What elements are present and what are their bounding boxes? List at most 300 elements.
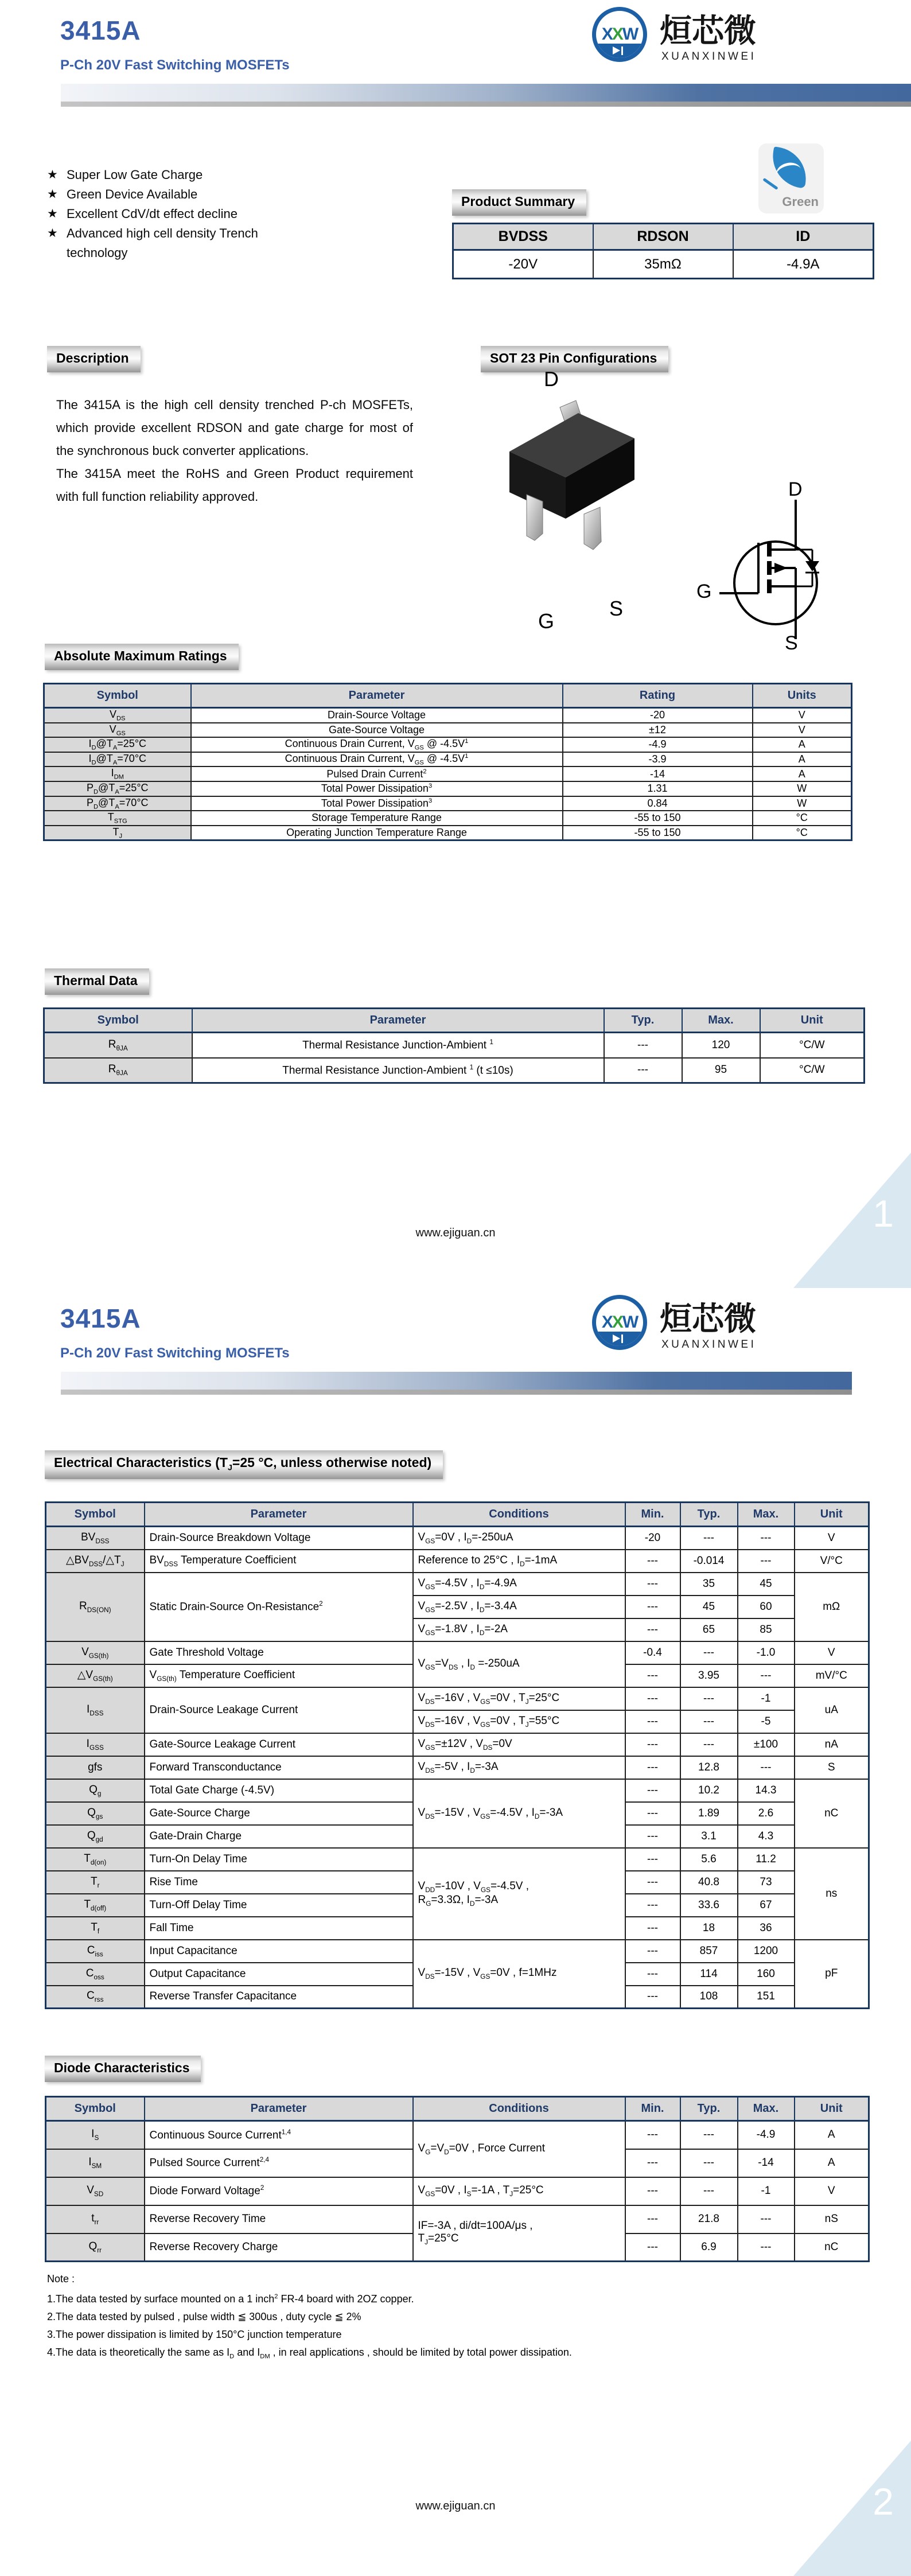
- cell: $Q_g$: [46, 1779, 145, 1802]
- cell: Total Gate Charge (-4.5V): [145, 1779, 413, 1802]
- cell: $V_{DS}$: [44, 708, 191, 723]
- table-row: [44, 708, 852, 723]
- cell: Gate-Drain Charge: [145, 1825, 413, 1848]
- table-header-row: [46, 2097, 869, 2121]
- cell: 33.6: [680, 1894, 738, 1917]
- cell: mV/°C: [795, 1664, 869, 1687]
- cell: $T_{d(off)}$: [46, 1894, 145, 1917]
- cell: $C_{iss}$: [46, 1940, 145, 1963]
- cell: ---: [738, 2205, 795, 2233]
- cell: °C/W: [760, 1058, 865, 1083]
- column-header: Parameter: [192, 1009, 604, 1033]
- cell: °C: [753, 826, 852, 840]
- diode-characteristics-table: [45, 2096, 870, 2262]
- cell: ---: [680, 2149, 738, 2177]
- table-row: [46, 2121, 869, 2149]
- cell: Drain-Source Leakage Current: [145, 1687, 413, 1733]
- package-pin-s-label: S: [609, 597, 624, 620]
- cell: ±12: [563, 723, 753, 738]
- column-header: BVDSS: [453, 224, 593, 250]
- cell: $I_{SM}$: [46, 2149, 145, 2177]
- cell: ---: [625, 2121, 680, 2149]
- cell: °C/W: [760, 1033, 865, 1058]
- package-pin-d-label: D: [544, 367, 559, 391]
- cell: mΩ: [795, 1573, 869, 1641]
- cell: $V_{GS}=-2.5V$ , $I_D=-3.4A$: [413, 1596, 625, 1618]
- cell: ---: [738, 1756, 795, 1779]
- logo-letter: X: [612, 1313, 622, 1332]
- page-number: 2: [873, 2480, 894, 2523]
- cell: 151: [738, 1986, 795, 2009]
- cell: -4.9: [563, 737, 753, 752]
- cell: 1200: [738, 1940, 795, 1963]
- electrical-characteristics-table: [45, 1501, 870, 2009]
- footer-url: www.ejiguan.cn: [415, 2500, 496, 2512]
- cell: ---: [625, 1779, 680, 1802]
- cell: Static Drain-Source On-Resistance$^2$: [145, 1573, 413, 1641]
- table-row: [44, 796, 852, 811]
- table-header-row: [44, 684, 852, 708]
- cell: 2.6: [738, 1802, 795, 1825]
- cell: V: [795, 1527, 869, 1550]
- feature-text: Excellent CdV/dt effect decline: [67, 207, 238, 221]
- cell: 95: [682, 1058, 760, 1083]
- cell: ---: [680, 1641, 738, 1664]
- cell: Thermal Resistance Junction-Ambient $^1$ (t ≤10s): [192, 1058, 604, 1083]
- green-badge: [758, 143, 824, 213]
- cell: ---: [604, 1058, 682, 1083]
- cell: 5.6: [680, 1848, 738, 1871]
- cell: A: [753, 752, 852, 767]
- column-header: Parameter: [145, 1503, 413, 1527]
- cell: $t_{rr}$: [46, 2205, 145, 2233]
- cell: 11.2: [738, 1848, 795, 1871]
- cell: ---: [680, 2121, 738, 2149]
- cell: ---: [738, 1664, 795, 1687]
- cell: uA: [795, 1687, 869, 1733]
- cell: -55 to 150: [563, 811, 753, 826]
- cell: $Q_{gd}$: [46, 1825, 145, 1848]
- cell: -14: [563, 766, 753, 781]
- cell: Reverse Recovery Charge: [145, 2233, 413, 2262]
- column-header: Parameter: [191, 684, 563, 708]
- cell: $R_{\theta JA}$: [44, 1033, 192, 1058]
- cell: -1: [738, 1687, 795, 1710]
- cell: $T_J$: [44, 826, 191, 840]
- cell: 18: [680, 1917, 738, 1940]
- cell: $T_{STG}$: [44, 811, 191, 826]
- table-row: [46, 1527, 869, 1550]
- star-icon: ★: [47, 188, 58, 201]
- cell: $R_{\theta JA}$: [44, 1058, 192, 1083]
- cell: -20V: [453, 250, 593, 279]
- cell: $T_f$: [46, 1917, 145, 1940]
- cell: 1.89: [680, 1802, 738, 1825]
- footer-url: www.ejiguan.cn: [415, 1227, 496, 1239]
- thermal-data-table: [43, 1007, 865, 1084]
- column-header: Min.: [625, 1503, 680, 1527]
- cell: $I_D@T_A=25^\circ C$: [44, 737, 191, 752]
- cell: Continuous Drain Current, $V_{GS}$ @ $-4.5V^1$: [191, 752, 563, 767]
- cell: 60: [738, 1596, 795, 1618]
- table-row: [46, 1687, 869, 1710]
- cell: -5: [738, 1710, 795, 1733]
- cell: ---: [680, 1527, 738, 1550]
- cell: 1.31: [563, 781, 753, 796]
- logo-circle-icon: [592, 7, 647, 62]
- cell: -14: [738, 2149, 795, 2177]
- column-header: Symbol: [46, 2097, 145, 2121]
- cell: S: [795, 1756, 869, 1779]
- cell: Turn-Off Delay Time: [145, 1894, 413, 1917]
- page-subtitle: P-Ch 20V Fast Switching MOSFETs: [60, 57, 290, 73]
- logo-letter: W: [622, 25, 638, 44]
- header-gradient-bar: [61, 1372, 852, 1390]
- column-header: Typ.: [680, 1503, 738, 1527]
- cell: ---: [625, 2233, 680, 2262]
- logo-band: [596, 44, 643, 58]
- cell: Reverse Recovery Time: [145, 2205, 413, 2233]
- cell: 10.2: [680, 1779, 738, 1802]
- section-label-product-summary: Product Summary: [452, 189, 586, 216]
- cell: Operating Junction Temperature Range: [191, 826, 563, 840]
- table-row: [44, 1058, 865, 1083]
- cell: $I_D@T_A=70^\circ C$: [44, 752, 191, 767]
- cell: $V_{GS(th)}$ Temperature Coefficient: [145, 1664, 413, 1687]
- cell: ---: [625, 1618, 680, 1641]
- leaf-icon: [768, 146, 810, 188]
- absolute-maximum-ratings-table: [43, 683, 852, 841]
- table-row: [46, 2205, 869, 2233]
- cell: $R_{DS(ON)}$: [46, 1573, 145, 1641]
- cell: 35mΩ: [593, 250, 733, 279]
- feature-text: Green Device Available: [67, 187, 198, 201]
- notes-block: [47, 2270, 572, 2366]
- cell: $V_{DD}=-10V$ , $V_{GS}=-4.5V$ , $R_G=3.3\Omega$, $I_D=-3A$: [413, 1848, 625, 1940]
- mosfet-symbol: [718, 480, 844, 657]
- note-item: 4.The data is theoretically the same as $I_D$ and $I_{DM}$ , in real applications , should be limited by total power dissipation.: [47, 2347, 572, 2360]
- cell: W: [753, 796, 852, 811]
- section-label-diode-characteristics: Diode Characteristics: [45, 2056, 201, 2082]
- cell: 3.1: [680, 1825, 738, 1848]
- section-label-electrical-characteristics: Electrical Characteristics ($T_J=25$ °C, unless otherwise noted): [45, 1450, 443, 1479]
- cell: ---: [738, 2233, 795, 2262]
- cell: $\triangle BV_{DSS}/\triangle T_J$: [46, 1550, 145, 1573]
- cell: Reference to 25°C , $I_D=-1mA$: [413, 1550, 625, 1573]
- page-subtitle: P-Ch 20V Fast Switching MOSFETs: [60, 1345, 290, 1361]
- column-header: Symbol: [46, 1503, 145, 1527]
- paragraph: The 3415A meet the RoHS and Green Product requirement with full function reliability approved.: [56, 466, 413, 504]
- column-header: Symbol: [44, 1009, 192, 1033]
- cell: °C: [753, 811, 852, 826]
- cell: $C_{oss}$: [46, 1963, 145, 1986]
- feature-text: Advanced high cell density Trench technology: [67, 226, 258, 260]
- cell: Pulsed Source Current$^{2,4}$: [145, 2149, 413, 2177]
- table-row: [44, 1033, 865, 1058]
- cell: -55 to 150: [563, 826, 753, 840]
- cell: ---: [625, 1596, 680, 1618]
- cell: -0.4: [625, 1641, 680, 1664]
- cell: $I_{GSS}$: [46, 1733, 145, 1756]
- cell: ---: [680, 1687, 738, 1710]
- table-row: [44, 723, 852, 738]
- cell: 14.3: [738, 1779, 795, 1802]
- sot23-package-image: [492, 374, 647, 604]
- section-label-pin-configurations: SOT 23 Pin Configurations: [481, 346, 668, 372]
- cell: gfs: [46, 1756, 145, 1779]
- cell: ns: [795, 1848, 869, 1940]
- header-gray-bar: [61, 102, 911, 107]
- cell: pF: [795, 1940, 869, 2009]
- cell: Gate-Source Charge: [145, 1802, 413, 1825]
- cell: 857: [680, 1940, 738, 1963]
- cell: Continuous Drain Current, $V_{GS}$ @ $-4.5V^1$: [191, 737, 563, 752]
- cell: $V_{GS}=0V$ , $I_S=-1A$ , $T_J=25^\circ C$: [413, 2177, 625, 2205]
- table-row: [46, 1733, 869, 1756]
- cell: Thermal Resistance Junction-Ambient $^1$: [192, 1033, 604, 1058]
- cell: $V_{GS}=V_{DS}$ , $I_D =-250uA$: [413, 1641, 625, 1687]
- column-header: Min.: [625, 2097, 680, 2121]
- cell: $I_S$: [46, 2121, 145, 2149]
- logo-letter: X: [612, 25, 622, 44]
- description-text: [56, 394, 413, 508]
- cell: 114: [680, 1963, 738, 1986]
- cell: V: [753, 723, 852, 738]
- star-icon: ★: [47, 168, 58, 181]
- cell: 12.8: [680, 1756, 738, 1779]
- column-header: Max.: [738, 1503, 795, 1527]
- cell: W: [753, 781, 852, 796]
- cell: $V_{DS}=-16V$ , $V_{GS}=0V$ , $T_J=25^\circ C$: [413, 1687, 625, 1710]
- cell: Turn-On Delay Time: [145, 1848, 413, 1871]
- cell: $V_{GS}=\pm 12V$ , $V_{DS}=0V$: [413, 1733, 625, 1756]
- cell: $V_{GS(th)}$: [46, 1641, 145, 1664]
- column-header: Unit: [795, 2097, 869, 2121]
- cell: ---: [625, 1664, 680, 1687]
- column-header: Typ.: [604, 1009, 682, 1033]
- cell: 45: [680, 1596, 738, 1618]
- cell: ---: [625, 1825, 680, 1848]
- cell: Diode Forward Voltage$^2$: [145, 2177, 413, 2205]
- cell: ---: [625, 1917, 680, 1940]
- table-header-row: [46, 1503, 869, 1527]
- cell: $C_{rss}$: [46, 1986, 145, 2009]
- symbol-pin-g-label: G: [696, 581, 712, 602]
- column-header: Symbol: [44, 684, 191, 708]
- cell: 21.8: [680, 2205, 738, 2233]
- cell: ---: [625, 1802, 680, 1825]
- cell: ---: [625, 1871, 680, 1894]
- cell: A: [795, 2149, 869, 2177]
- cell: ---: [604, 1033, 682, 1058]
- table-row: [453, 250, 874, 279]
- cell: ---: [680, 1733, 738, 1756]
- cell: Gate Threshold Voltage: [145, 1641, 413, 1664]
- cell: ---: [625, 1687, 680, 1710]
- table-row: [44, 826, 852, 840]
- list-item: [47, 204, 305, 224]
- table-row: [46, 1940, 869, 1963]
- table-row: [46, 1550, 869, 1573]
- logo-company-name-en: XUANXINWEI: [661, 1338, 757, 1351]
- cell: $V_{GS}$: [44, 723, 191, 738]
- cell: Reverse Transfer Capacitance: [145, 1986, 413, 2009]
- cell: -1.0: [738, 1641, 795, 1664]
- section-label-thermal-data: Thermal Data: [45, 968, 149, 995]
- cell: $V_{GS}=0V$ , $I_D=-250uA$: [413, 1527, 625, 1550]
- column-header: Max.: [682, 1009, 760, 1033]
- column-header: RDSON: [593, 224, 733, 250]
- cell: $T_{d(on)}$: [46, 1848, 145, 1871]
- logo-circle-icon: [592, 1295, 647, 1350]
- cell: ---: [680, 1710, 738, 1733]
- cell: Storage Temperature Range: [191, 811, 563, 826]
- cell: -0.014: [680, 1550, 738, 1573]
- cell: $V_{GS}=-1.8V$ , $I_D=-2A$: [413, 1618, 625, 1641]
- cell: Drain-Source Voltage: [191, 708, 563, 723]
- cell: ---: [625, 2205, 680, 2233]
- cell: nC: [795, 2233, 869, 2262]
- leaf-stem-icon: [762, 178, 778, 190]
- cell: V/°C: [795, 1550, 869, 1573]
- table-row: [44, 781, 852, 796]
- logo-company-name-cn: 烜芯微: [660, 1301, 756, 1338]
- cell: Total Power Dissipation$^3$: [191, 796, 563, 811]
- table-row: [44, 811, 852, 826]
- cell: 73: [738, 1871, 795, 1894]
- section-label-description: Description: [47, 346, 141, 372]
- cell: 67: [738, 1894, 795, 1917]
- cell: Pulsed Drain Current$^2$: [191, 766, 563, 781]
- paragraph: The 3415A is the high cell density trenched P-ch MOSFETs, which provide excellent RDSON and gate charge for most of the synchronous buck converter applications.: [56, 398, 413, 458]
- cell: 0.84: [563, 796, 753, 811]
- cell: $V_{DS}=-5V$ , $I_D=-3A$: [413, 1756, 625, 1779]
- star-icon: ★: [47, 207, 58, 220]
- table-row: [44, 752, 852, 767]
- cell: -4.9A: [733, 250, 874, 279]
- column-header: Conditions: [413, 1503, 625, 1527]
- diode-icon: [609, 1334, 630, 1343]
- cell: $V_{DS}=-15V$ , $V_{GS}=-4.5V$ , $I_D=-3A$: [413, 1779, 625, 1848]
- cell: V: [753, 708, 852, 723]
- logo-monogram: [596, 1313, 643, 1332]
- column-header: ID: [733, 224, 874, 250]
- green-badge-label: Green: [782, 194, 819, 209]
- cell: ---: [625, 1894, 680, 1917]
- cell: A: [795, 2121, 869, 2149]
- notes-title: Note :: [47, 2273, 75, 2285]
- header-gradient-bar: [61, 84, 911, 102]
- table-row: [46, 1756, 869, 1779]
- logo-letter: X: [601, 1313, 612, 1332]
- cell: ---: [738, 1550, 795, 1573]
- cell: $V_{GS}=-4.5V$ , $I_D=-4.9A$: [413, 1573, 625, 1596]
- column-header: Units: [753, 684, 852, 708]
- cell: -20: [563, 708, 753, 723]
- page-title: 3415A: [60, 1303, 141, 1333]
- cell: ---: [625, 1963, 680, 1986]
- cell: nA: [795, 1733, 869, 1756]
- table-row: [46, 1641, 869, 1664]
- table-row: [44, 766, 852, 781]
- table-row: [46, 1573, 869, 1596]
- cell: Total Power Dissipation$^3$: [191, 781, 563, 796]
- cell: $Q_{rr}$: [46, 2233, 145, 2262]
- logo-letter: X: [601, 25, 612, 44]
- cell: 36: [738, 1917, 795, 1940]
- cell: Gate-Source Leakage Current: [145, 1733, 413, 1756]
- note-item: 3.The power dissipation is limited by 150°C junction temperature: [47, 2329, 342, 2340]
- logo-company-name-en: XUANXINWEI: [661, 50, 757, 63]
- cell: ---: [625, 1733, 680, 1756]
- cell: $BV_{DSS}$: [46, 1527, 145, 1550]
- package-pin-g-label: G: [538, 609, 555, 633]
- cell: ---: [625, 1848, 680, 1871]
- table-row: [44, 737, 852, 752]
- feature-text: Super Low Gate Charge: [67, 168, 203, 182]
- cell: -1: [738, 2177, 795, 2205]
- cell: ---: [625, 1710, 680, 1733]
- cell: Gate-Source Voltage: [191, 723, 563, 738]
- header-gray-bar: [61, 1390, 852, 1395]
- logo-letter: W: [622, 1313, 638, 1332]
- cell: ---: [625, 1550, 680, 1573]
- list-item: [47, 185, 305, 204]
- cell: ---: [680, 2177, 738, 2205]
- symbol-pin-d-label: D: [788, 478, 803, 500]
- cell: ---: [625, 1573, 680, 1596]
- cell: V: [795, 1641, 869, 1664]
- table-row: [46, 1779, 869, 1802]
- cell: 6.9: [680, 2233, 738, 2262]
- list-item: [47, 165, 305, 185]
- cell: $V_{DS}=-16V$ , $V_{GS}=0V$ , $T_J=55^\circ C$: [413, 1710, 625, 1733]
- cell: IF=-3A , di/dt=100A/μs , $T_J=25^\circ C$: [413, 2205, 625, 2262]
- datasheet-page-2: [0, 1288, 911, 2576]
- cell: 160: [738, 1963, 795, 1986]
- column-header: Max.: [738, 2097, 795, 2121]
- section-label-absolute-maximum-ratings: Absolute Maximum Ratings: [45, 644, 239, 670]
- cell: A: [753, 737, 852, 752]
- cell: 3.95: [680, 1664, 738, 1687]
- product-summary-table: [452, 223, 874, 279]
- page-number: 1: [873, 1192, 894, 1235]
- cell: 120: [682, 1033, 760, 1058]
- cell: 65: [680, 1618, 738, 1641]
- cell: A: [753, 766, 852, 781]
- cell: $P_D@T_A=25^\circ C$: [44, 781, 191, 796]
- cell: 4.3: [738, 1825, 795, 1848]
- cell: nS: [795, 2205, 869, 2233]
- cell: 40.8: [680, 1871, 738, 1894]
- cell: ±100: [738, 1733, 795, 1756]
- cell: ---: [625, 2177, 680, 2205]
- cell: $V_{DS}=-15V$ , $V_{GS}=0V$ , f=1MHz: [413, 1940, 625, 2009]
- cell: $BV_{DSS}$ Temperature Coefficient: [145, 1550, 413, 1573]
- note-item: 1.The data tested by surface mounted on a 1 inch$^2$ FR-4 board with 2OZ copper.: [47, 2293, 414, 2305]
- note-item: 2.The data tested by pulsed , pulse width ≦ 300us , duty cycle ≦ 2%: [47, 2311, 361, 2322]
- cell: $Q_{gs}$: [46, 1802, 145, 1825]
- cell: -3.9: [563, 752, 753, 767]
- cell: Drain-Source Breakdown Voltage: [145, 1527, 413, 1550]
- cell: V: [795, 2177, 869, 2205]
- cell: Rise Time: [145, 1871, 413, 1894]
- column-header: Rating: [563, 684, 753, 708]
- logo-band: [596, 1332, 643, 1346]
- list-item: [47, 224, 305, 263]
- cell: ---: [625, 1986, 680, 2009]
- cell: -20: [625, 1527, 680, 1550]
